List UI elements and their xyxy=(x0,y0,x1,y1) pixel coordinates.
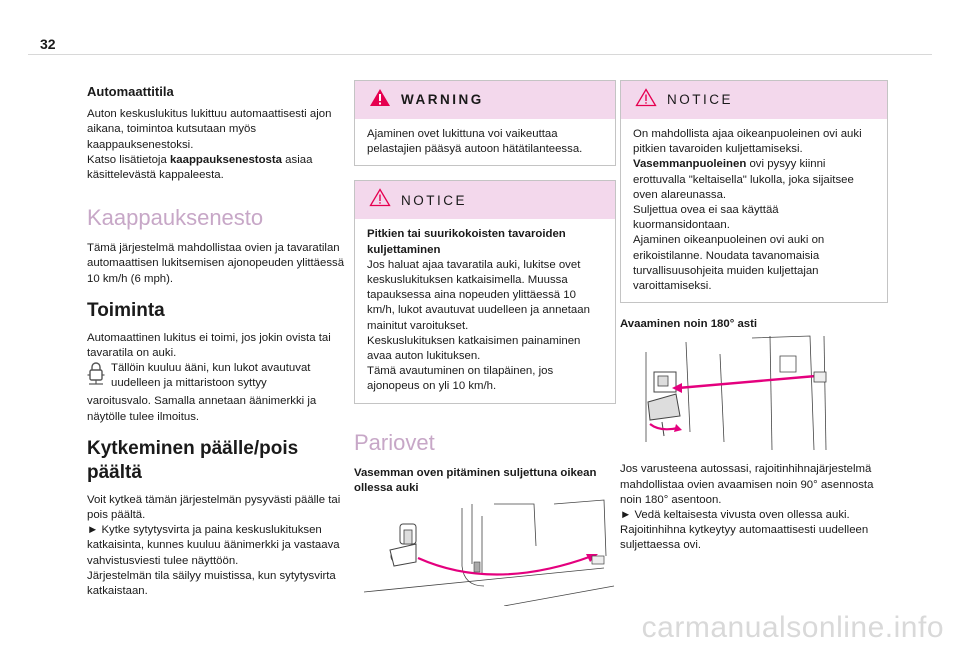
notice-title: NOTICE xyxy=(401,192,468,208)
watermark: carmanualsonline.info xyxy=(641,611,944,644)
auto-paragraph-2: Katso lisätietoja kaappauksenestosta asiaa käsittelevästä kappaleesta. xyxy=(87,153,313,182)
notice-right-paragraph-3: Suljettua ovea ei saa käyttää kuormansidontaan. xyxy=(633,204,779,232)
avaaminen-paragraph-3: Rajoitinhihna kytkeytyy automaattisesti uudelleen suljettaessa ovi. xyxy=(620,524,869,552)
notice-triangle-icon xyxy=(369,188,391,212)
kytkeminen-paragraph-1: Voit kytkeä tämän järjestelmän pysyvästi päälle tai pois päältä. xyxy=(87,493,341,522)
avaaminen-paragraph-2: ► Vedä keltaisesta vivusta oven ollessa auki. xyxy=(620,509,850,522)
notice-triangle-icon xyxy=(635,88,657,112)
notice-body xyxy=(355,219,615,402)
toiminta-paragraph-2-rest: varoitusvalo. Samalla annetaan äänimerkki ja näytölle tulee ilmoitus. xyxy=(87,395,317,423)
notice-paragraph-1: Jos haluat ajaa tavaratila auki, lukitse ovet keskuslukituksen katkaisimella. Muussa tapauksessa aina nopeuden ylittäessä 10 km/h, lukot avautuvat uudelleen ja annetaan mainitut varoitukset. xyxy=(367,258,590,332)
door-strap-illustration xyxy=(620,332,888,454)
kaappauksenesto-heading: Kaappauksenesto xyxy=(87,205,264,231)
notice-right-paragraph-2: Vasemmanpuoleinen ovi pysyy kiinni erottuvalla "keltaisella" lukolla, joka sijaitsee oven alareunassa. xyxy=(633,158,854,201)
auto-paragraph-1: Auton keskuslukitus lukittuu automaattisesti ajon aikana, toimintoa kutsutaan myös kaappauksenestoksi. xyxy=(87,108,332,151)
top-divider xyxy=(28,54,932,55)
column-middle xyxy=(354,80,616,606)
notice-right-paragraph-1: On mahdollista ajaa oikeanpuoleinen ovi auki pitkien tavaroiden kuljettamiseksi. xyxy=(633,128,862,156)
warning-title: WARNING xyxy=(401,92,484,108)
toiminta-paragraph-2-indent: Tällöin kuuluu ääni, kun lukot avautuvat uudelleen ja mittaristoon syttyy xyxy=(111,362,311,390)
toiminta-icon-row xyxy=(87,361,345,394)
warning-text: Ajaminen ovet lukittuna voi vaikeuttaa pelastajien pääsyä autoon hätätilanteessa. xyxy=(367,128,583,156)
warning-body xyxy=(355,119,615,165)
kytkeminen-paragraph-3: Järjestelmän tila säilyy muistissa, kun sytytysvirta katkaistaan. xyxy=(87,569,336,598)
kytkeminen-heading: Kytkeminen päälle/pois päältä xyxy=(87,437,299,483)
notice-box-header xyxy=(355,181,615,219)
notice-box-right xyxy=(620,80,888,303)
kytkeminen-paragraph-2: ► Kytke sytytysvirta ja paina keskuslukituksen katkaisinta, kunnes kuuluu äänimerkki ja vastaava vahvistusviesti tulee näyttöön. xyxy=(87,524,340,567)
pariovet-heading: Pariovet xyxy=(354,429,435,455)
toiminta-heading: Toiminta xyxy=(87,299,165,321)
vasemman-heading: Vasemman oven pitäminen suljettuna oikean ollessa auki xyxy=(354,466,597,494)
warning-box xyxy=(354,80,616,166)
notice-right-body xyxy=(621,119,887,302)
lock-warning-lamp-icon xyxy=(87,361,105,394)
warning-box-header xyxy=(355,81,615,119)
avaaminen-paragraph-1: Jos varusteena autossasi, rajoitinhihnajärjestelmä mahdollistaa ovien avaamisen noin 90° asennosta noin 180° asentoon. xyxy=(620,463,874,506)
notice-bold-heading: Pitkien tai suurikokoisten tavaroiden kuljettaminen xyxy=(367,228,566,256)
notice-right-title: NOTICE xyxy=(667,92,734,108)
lock-handle-icon xyxy=(390,524,416,566)
warning-triangle-icon xyxy=(369,88,391,112)
notice-right-paragraph-4: Ajaminen oikeanpuoleinen ovi auki on erikoistilanne. Noudata tavanomaisia turvallisuusohjeita muiden kuljettajan varoittamiseksi. xyxy=(633,234,825,293)
column-left xyxy=(87,80,345,599)
notice-box-right-header xyxy=(621,81,887,119)
notice-box-middle xyxy=(354,180,616,403)
page-number: 32 xyxy=(40,36,56,52)
column-right xyxy=(620,80,888,554)
kaappaus-paragraph: Tämä järjestelmä mahdollistaa ovien ja tavaratilan automaattisen lukitsemisen ajonopeuden ylittäessä 10 km/h (6 mph). xyxy=(87,242,345,285)
notice-paragraph-2: Keskuslukituksen katkaisimen painaminen avaa auton lukituksen. xyxy=(367,334,581,363)
avaaminen-heading: Avaaminen noin 180° asti xyxy=(620,318,758,331)
door-lock-illustration xyxy=(354,496,616,606)
notice-paragraph-3: Tämä avautuminen on tilapäinen, jos ajonopeus on yli 10 km/h. xyxy=(367,365,554,393)
automaattitila-heading: Automaattitila xyxy=(87,84,174,99)
toiminta-paragraph-1: Automaattinen lukitus ei toimi, jos jokin ovista tai tavaratila on auki. xyxy=(87,331,331,360)
